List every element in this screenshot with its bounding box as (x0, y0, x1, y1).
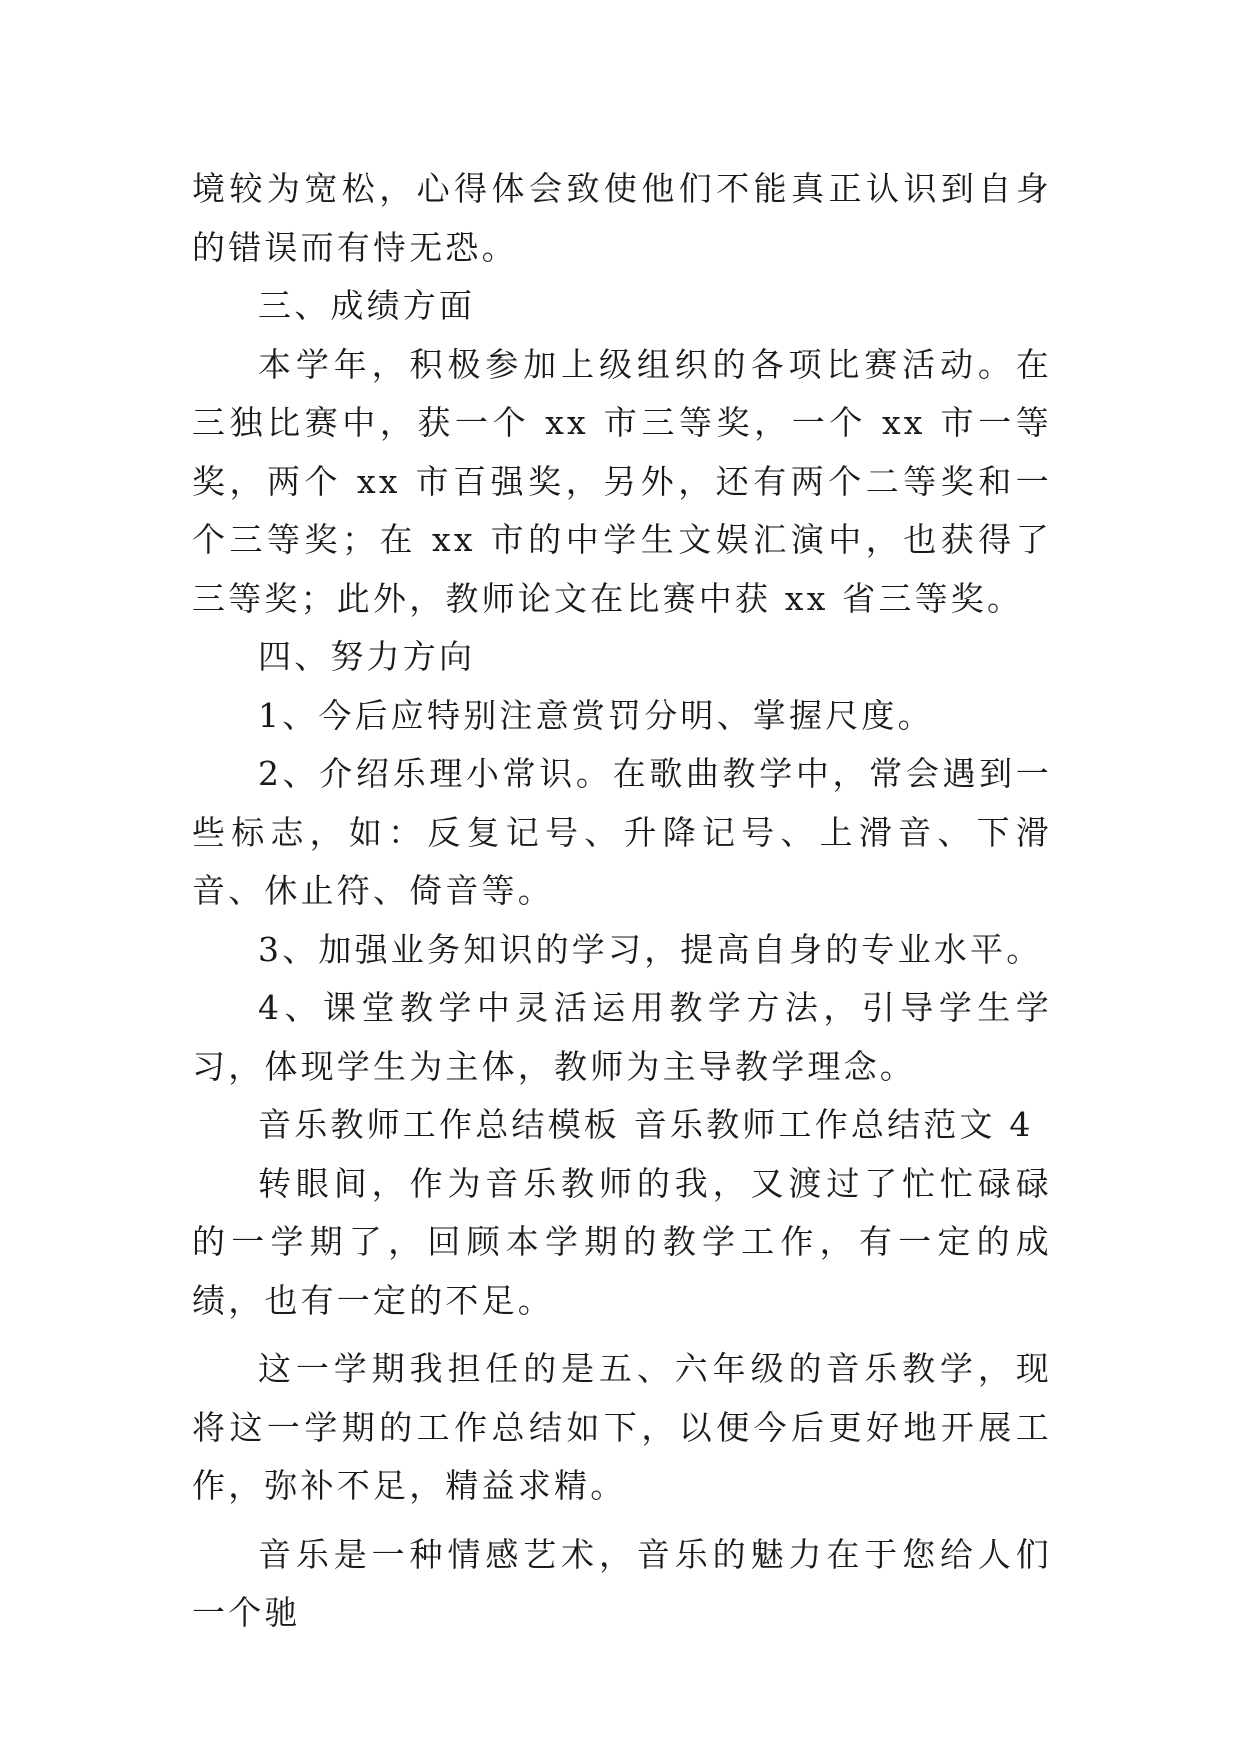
paragraph-spacer (192, 1516, 1052, 1526)
list-item: 3、加强业务知识的学习，提高自身的专业水平。 (258, 929, 1043, 969)
document-body (192, 160, 1052, 1643)
paragraph: 境较为宽松，心得体会致使他们不能真正认识到自身的错误而有恃无恐。 (192, 169, 1052, 267)
paragraph: 音乐是一种情感艺术，音乐的魅力在于您给人们一个驰 (192, 1534, 1052, 1632)
paragraph-spacer (192, 1330, 1052, 1340)
list-item: 4、课堂教学中灵活运用教学方法，引导学生学习，体现学生为主体，教师为主导教学理念。 (192, 988, 1052, 1086)
section-heading: 三、成绩方面 (258, 286, 476, 325)
paragraph: 这一学期我担任的是五、六年级的音乐教学，现将这一学期的工作总结如下，以便今后更好地开展工作，弥补不足，精益求精。 (192, 1349, 1052, 1505)
section-heading: 四、努力方向 (258, 637, 476, 676)
paragraph: 转眼间，作为音乐教师的我，又渡过了忙忙碌碌的一学期了，回顾本学期的教学工作，有一定的成绩，也有一定的不足。 (192, 1163, 1052, 1320)
list-item: 2、介绍乐理小常识。在歌曲教学中，常会遇到一些标志，如：反复记号、升降记号、上滑音、下滑音、休止符、倚音等。 (192, 754, 1052, 910)
article-title: 音乐教师工作总结模板 音乐教师工作总结范文 4 (258, 1105, 1034, 1144)
list-item: 1、今后应特别注意赏罚分明、掌握尺度。 (258, 695, 934, 735)
paragraph: 本学年，积极参加上级组织的各项比赛活动。在三独比赛中，获一个 xx 市三等奖，一个 xx 市一等奖，两个 xx 市百强奖，另外，还有两个二等奖和一个三等奖；在 xx 市的中学生文娱汇演中，也获得了三等奖；此外，教师论文在比赛中获 xx 省三等奖。 (192, 344, 1052, 618)
